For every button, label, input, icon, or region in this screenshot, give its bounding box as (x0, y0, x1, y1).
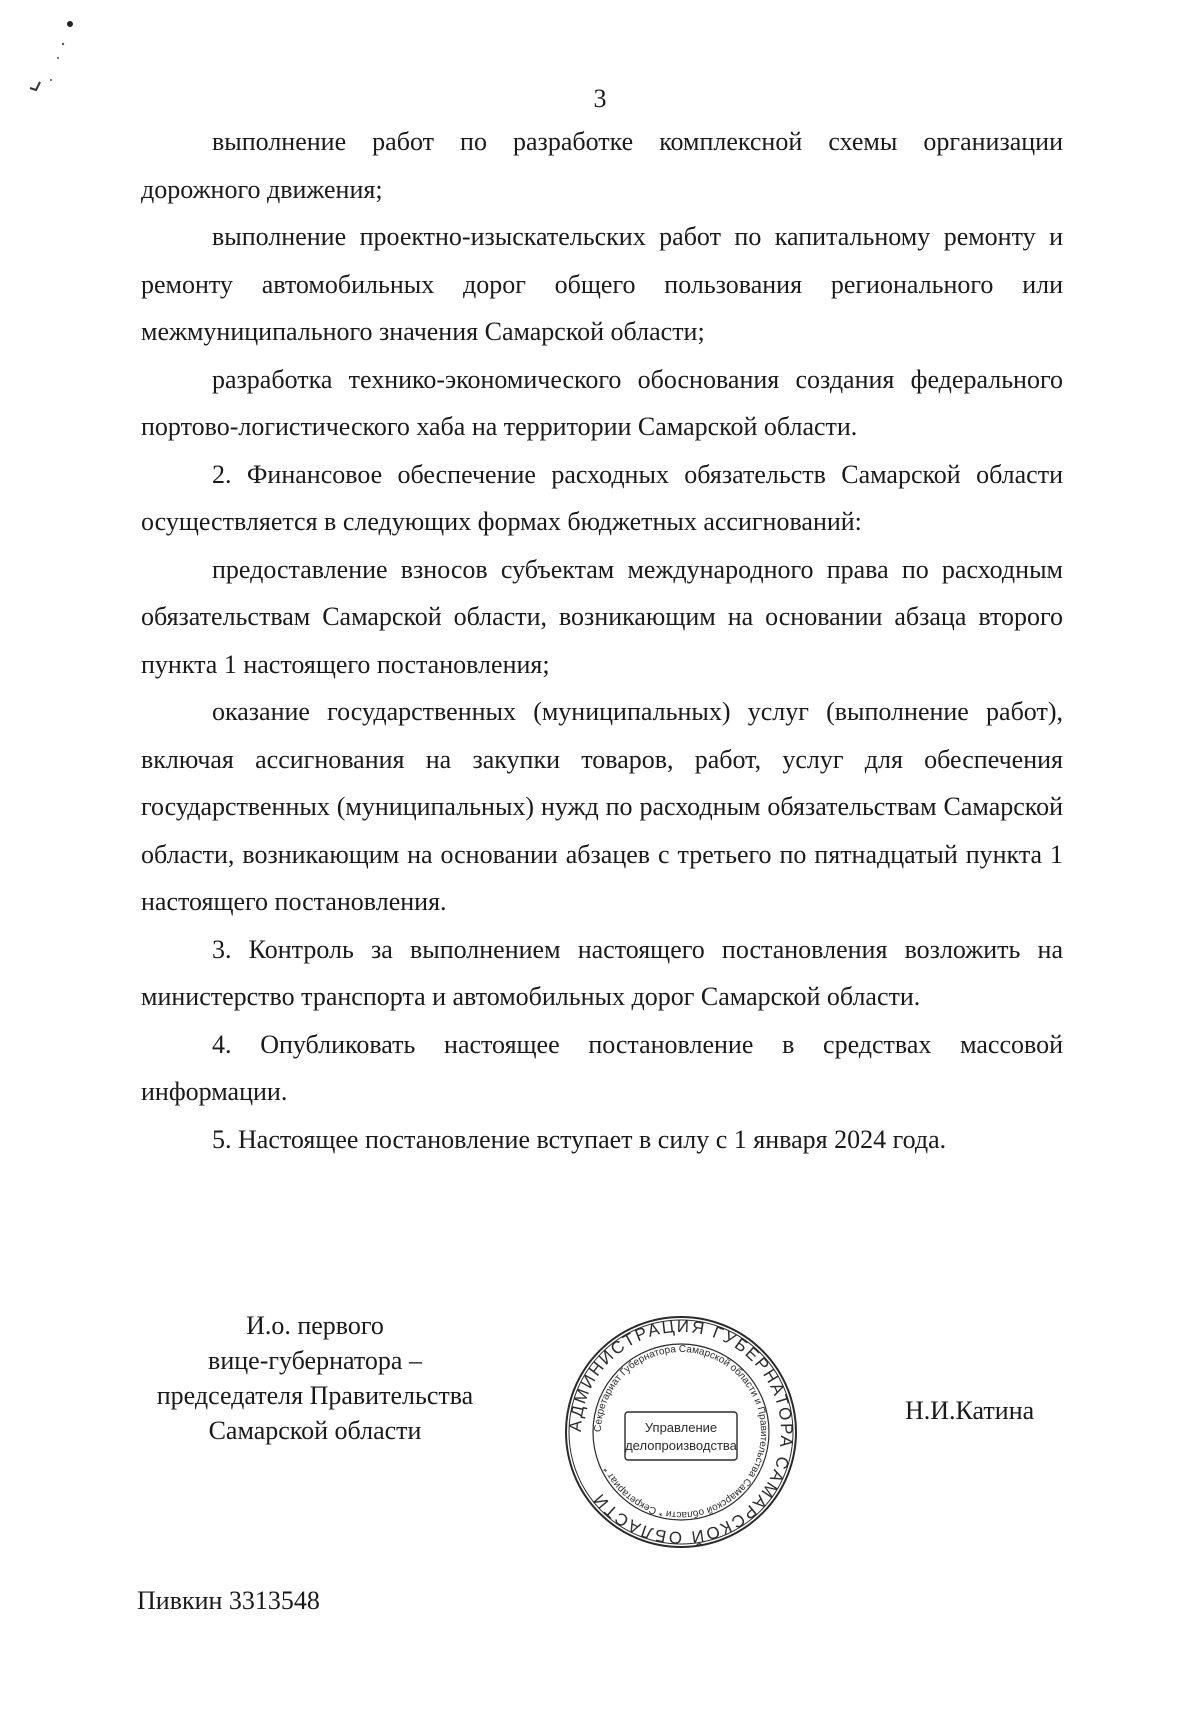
page-number: 3 (593, 84, 607, 113)
signatory-name: Н.И.Катина (905, 1396, 1035, 1425)
document-body (141, 118, 1063, 1163)
signatory-title-line: вице-губернатора – (208, 1346, 422, 1375)
seal-center-line: делопроизводства (625, 1438, 737, 1453)
signatory-title (130, 1308, 500, 1448)
scan-specks (0, 0, 80, 100)
executor-info: Пивкин 3313548 (137, 1586, 320, 1615)
paragraph: 2. Финансовое обеспечение расходных обязательств Самарской области осуществляется в следующих формах бюджетных ассигнований: (141, 459, 1063, 536)
paragraph: оказание государственных (муниципальных) услуг (выполнение работ), включая ассигнования на закупки товаров, работ, услуг для обеспечения государственных (муниципальных) нужд по расходным обязательствам Самарской области, возникающим на основании абзацев с третьего по пятнадцатый пункта 1 настоящего постановления. (141, 697, 1063, 916)
paragraph: выполнение работ по разработке комплексной схемы организации дорожного движения; (141, 127, 1063, 204)
signatory-title-line: Самарской области (208, 1416, 422, 1445)
paragraph: выполнение проектно-изыскательских работ по капитальному ремонту и ремонту автомобильных дорог общего пользования регионального или межмуниципального значения Самарской области; (141, 222, 1063, 346)
paragraph: 3. Контроль за выполнением настоящего постановления возложить на министерство транспорта и автомобильных дорог Самарской области. (141, 934, 1063, 1011)
official-seal (561, 1312, 801, 1552)
paragraph: разработка технико-экономического обоснования создания федерального портово-логистического хаба на территории Самарской области. (141, 364, 1063, 441)
seal-outer-text: АДМИНИСТРАЦИЯ ГУБЕРНАТОРА САМАРСКОЙ ОБЛАСТИ (565, 1316, 797, 1548)
signatory-title-line: председателя Правительства (156, 1381, 474, 1410)
seal-center-line: Управление (644, 1420, 718, 1435)
paragraph: 5. Настоящее постановление вступает в силу с 1 января 2024 года. (212, 1124, 947, 1154)
seal-inner-text: Секретариат Губернатора Самарской области и Правительства Самарской области * Секретариат * (592, 1343, 770, 1521)
paragraph: 4. Опубликовать настоящее постановление в средствах массовой информации. (141, 1029, 1063, 1106)
paragraph: предоставление взносов субъектам международного права по расходным обязательствам Самарской области, возникающим на основании абзаца второго пункта 1 настоящего постановления; (141, 554, 1063, 679)
signatory-title-line: И.о. первого (246, 1311, 384, 1340)
